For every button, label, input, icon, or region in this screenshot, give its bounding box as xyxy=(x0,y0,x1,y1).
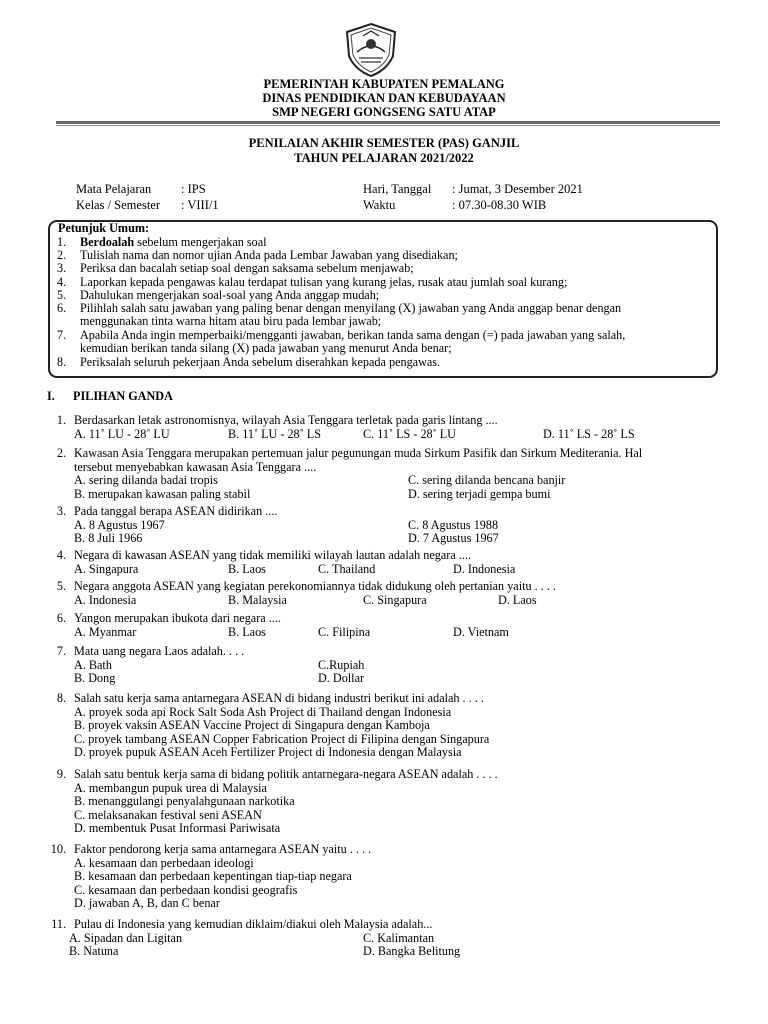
header-divider-thin xyxy=(56,125,720,126)
instruction-line: Periksalah seluruh pekerjaan Anda sebelum diserahkan kepada pengawas. xyxy=(80,355,441,369)
instruction-number: 6. xyxy=(57,301,67,315)
answer-option: C. kesamaan dan perbedaan kondisi geografis xyxy=(74,882,298,897)
answer-option: C.Rupiah xyxy=(318,657,365,672)
instruction-text xyxy=(80,262,720,275)
instruction-emphasis: Berdoalah xyxy=(80,235,135,249)
answer-option: A. Sipadan dan Ligitan xyxy=(69,930,183,945)
pemalang-emblem-logo xyxy=(343,22,399,78)
answer-option: A. Bath xyxy=(74,657,112,672)
question-number: 4. xyxy=(56,548,66,562)
answer-option: C. Singapura xyxy=(363,592,427,607)
answer-option: C. proyek tambang ASEAN Copper Fabrication Project di Filipina dengan Singapura xyxy=(74,731,490,746)
instruction-line: Periksa dan bacalah setiap soal dengan saksama sebelum menjawab; xyxy=(80,261,414,275)
instruction-number: 5. xyxy=(57,288,67,302)
answer-option: D. Vietnam xyxy=(453,624,509,639)
exam-title: PENILAIAN AKHIR SEMESTER (PAS) GANJIL xyxy=(248,136,520,150)
answer-option: B. Laos xyxy=(228,561,266,576)
instruction-number: 7. xyxy=(57,328,67,342)
instruction-number: 8. xyxy=(57,355,67,369)
question-text: Berdasarkan letak astronomisnya, wilayah Asia Tenggara terletak pada garis lintang .... xyxy=(74,413,498,427)
instruction-number: 3. xyxy=(57,261,67,275)
answer-option: A. sering dilanda badai tropis xyxy=(74,473,218,487)
question-text: Mata uang negara Laos adalah. . . . xyxy=(74,644,245,658)
answer-option: B. merupakan kawasan paling stabil xyxy=(74,486,251,501)
instruction-line: kemudian berikan tanda silang (X) pada jawaban yang menurut Anda benar; xyxy=(80,341,452,356)
answer-option: D. Bangka Belitung xyxy=(363,944,461,958)
instruction-line: menggunakan tinta warna hitam atau biru pada lembar jawab; xyxy=(80,314,382,329)
answer-option: D. sering terjadi gempa bumi xyxy=(408,486,551,501)
subject-value: : IPS xyxy=(181,182,206,196)
instruction-line: Pilihlah salah satu jawaban yang paling benar dengan menyilang (X) jawaban yang Anda anggap benar dengan xyxy=(80,301,622,315)
answer-option: D. Indonesia xyxy=(453,561,516,576)
class-value: : VIII/1 xyxy=(181,198,219,212)
question-text: Pada tanggal berapa ASEAN didirikan .... xyxy=(74,504,278,518)
answer-option: D. proyek pupuk ASEAN Aceh Fertilizer Project di Indonesia dengan Malaysia xyxy=(74,745,462,759)
question-number: 8. xyxy=(56,691,66,705)
question-text: Pulau di Indonesia yang kemudian diklaim/diakui oleh Malaysia adalah... xyxy=(74,917,433,931)
answer-option: A. Myanmar xyxy=(74,624,137,639)
question-text: Negara di kawasan ASEAN yang tidak memiliki wilayah lautan adalah negara .... xyxy=(74,548,471,562)
question-number: 2. xyxy=(56,446,66,460)
question-number: 10. xyxy=(50,842,66,856)
answer-option: A. membangun pupuk urea di Malaysia xyxy=(74,780,267,795)
day-value: : Jumat, 3 Desember 2021 xyxy=(452,182,583,196)
answer-option: B. Laos xyxy=(228,624,266,639)
answer-option: B. kesamaan dan perbedaan kepentingan tiap-tiap negara xyxy=(74,869,352,883)
section-title: PILIHAN GANDA xyxy=(73,389,173,403)
question-number: 6. xyxy=(56,611,66,625)
instruction-number: 2. xyxy=(57,248,67,262)
answer-option: D. Laos xyxy=(498,592,537,607)
instruction-number: 4. xyxy=(57,275,67,289)
answer-option: B. Malaysia xyxy=(228,592,287,607)
instruction-line: Laporkan kepada pengawas kalau terdapat tulisan yang kurang jelas, rusak atau jumlah soal kurang; xyxy=(80,275,568,289)
answer-option: D. 7 Agustus 1967 xyxy=(408,531,499,545)
question-text: Salah satu bentuk kerja sama di bidang politik antarnegara-negara ASEAN adalah . . . . xyxy=(74,767,498,781)
question-number: 1. xyxy=(56,413,66,427)
header-school: SMP NEGERI GONGSENG SATU ATAP xyxy=(272,105,496,119)
answer-option: B. Natuna xyxy=(69,944,119,958)
answer-option: B. menanggulangi penyalahgunaan narkotika xyxy=(74,794,295,808)
section-number: I. xyxy=(47,389,55,403)
day-label: Hari, Tanggal xyxy=(363,182,432,196)
question-text: Salah satu kerja sama antarnegara ASEAN di bidang industri berikut ini adalah . . . . xyxy=(74,691,484,705)
answer-option: B. 8 Juli 1966 xyxy=(74,531,143,545)
time-value: : 07.30-08.30 WIB xyxy=(452,198,547,212)
question-text: Yangon merupakan ibukota dari negara .... xyxy=(74,611,281,625)
question-text: tersebut menyebabkan kawasan Asia Tenggara .... xyxy=(74,459,317,474)
question-text: Negara anggota ASEAN yang kegiatan perekonomiannya tidak didukung oleh pertanian yaitu . . . . xyxy=(74,579,556,593)
exam-year: TAHUN PELAJARAN 2021/2022 xyxy=(294,151,474,165)
answer-option: B. Dong xyxy=(74,671,116,685)
instruction-line: Tulislah nama dan nomor ujian Anda pada Lembar Jawaban yang disediakan; xyxy=(80,248,458,262)
answer-option: B. 11˚ LU - 28˚ LS xyxy=(228,426,321,441)
answer-option: B. proyek vaksin ASEAN Vaccine Project di Singapura dengan Kamboja xyxy=(74,718,430,732)
answer-option: A. Singapura xyxy=(74,561,139,576)
answer-option: C. melaksanakan festival seni ASEAN xyxy=(74,807,262,822)
answer-option: C. 11˚ LS - 28˚ LU xyxy=(363,426,456,441)
answer-option: A. Indonesia xyxy=(74,592,137,607)
answer-option: A. kesamaan dan perbedaan ideologi xyxy=(74,855,254,870)
answer-option: D. Dollar xyxy=(318,671,365,685)
answer-option: C. Kalimantan xyxy=(363,930,435,945)
instruction-line: sebelum mengerjakan soal xyxy=(134,235,267,249)
instructions-title: Petunjuk Umum: xyxy=(58,221,150,235)
header-government: PEMERINTAH KABUPATEN PEMALANG xyxy=(263,77,505,91)
header-divider xyxy=(56,121,720,124)
answer-option: C. Thailand xyxy=(318,561,376,576)
instruction-line: Apabila Anda ingin memperbaiki/mengganti jawaban, berikan tanda sama dengan (=) pada jawaban yang salah, xyxy=(80,328,626,342)
answer-option: A. 11˚ LU - 28˚ LU xyxy=(74,426,170,441)
answer-option: A. proyek soda api Rock Salt Soda Ash Project di Thailand dengan Indonesia xyxy=(74,704,452,719)
answer-option: D. membentuk Pusat Informasi Pariwisata xyxy=(74,821,281,835)
time-label: Waktu xyxy=(363,198,396,212)
section-heading xyxy=(47,389,173,403)
question-number: 5. xyxy=(56,579,66,593)
subject-label: Mata Pelajaran xyxy=(76,182,152,196)
question-number: 9. xyxy=(56,767,66,781)
instruction-number: 1. xyxy=(57,235,67,249)
answer-option: C. 8 Agustus 1988 xyxy=(408,517,499,532)
class-label: Kelas / Semester xyxy=(76,198,161,212)
instruction-text xyxy=(80,329,720,356)
question-number: 11. xyxy=(51,917,66,931)
instruction-line: Dahulukan mengerjakan soal-soal yang Anda anggap mudah; xyxy=(80,288,380,302)
instruction-text xyxy=(80,302,720,329)
answer-option: A. 8 Agustus 1967 xyxy=(74,517,165,532)
answer-option: C. Filipina xyxy=(318,624,371,639)
answer-option: D. jawaban A, B, dan C benar xyxy=(74,896,220,910)
header-agency: DINAS PENDIDIKAN DAN KEBUDAYAAN xyxy=(262,91,506,105)
answer-option: D. 11˚ LS - 28˚ LS xyxy=(543,426,635,441)
question-text: Faktor pendorong kerja sama antarnegara ASEAN yaitu . . . . xyxy=(74,842,372,856)
question-number: 3. xyxy=(56,504,66,518)
question-number: 7. xyxy=(56,644,66,658)
answer-option: C. sering dilanda bencana banjir xyxy=(408,473,566,487)
question-text: Kawasan Asia Tenggara merupakan pertemuan jalur pegunungan muda Sirkum Pasifik dan Sirkum Mediterania. Hal xyxy=(74,446,643,460)
instruction-text xyxy=(80,356,720,369)
